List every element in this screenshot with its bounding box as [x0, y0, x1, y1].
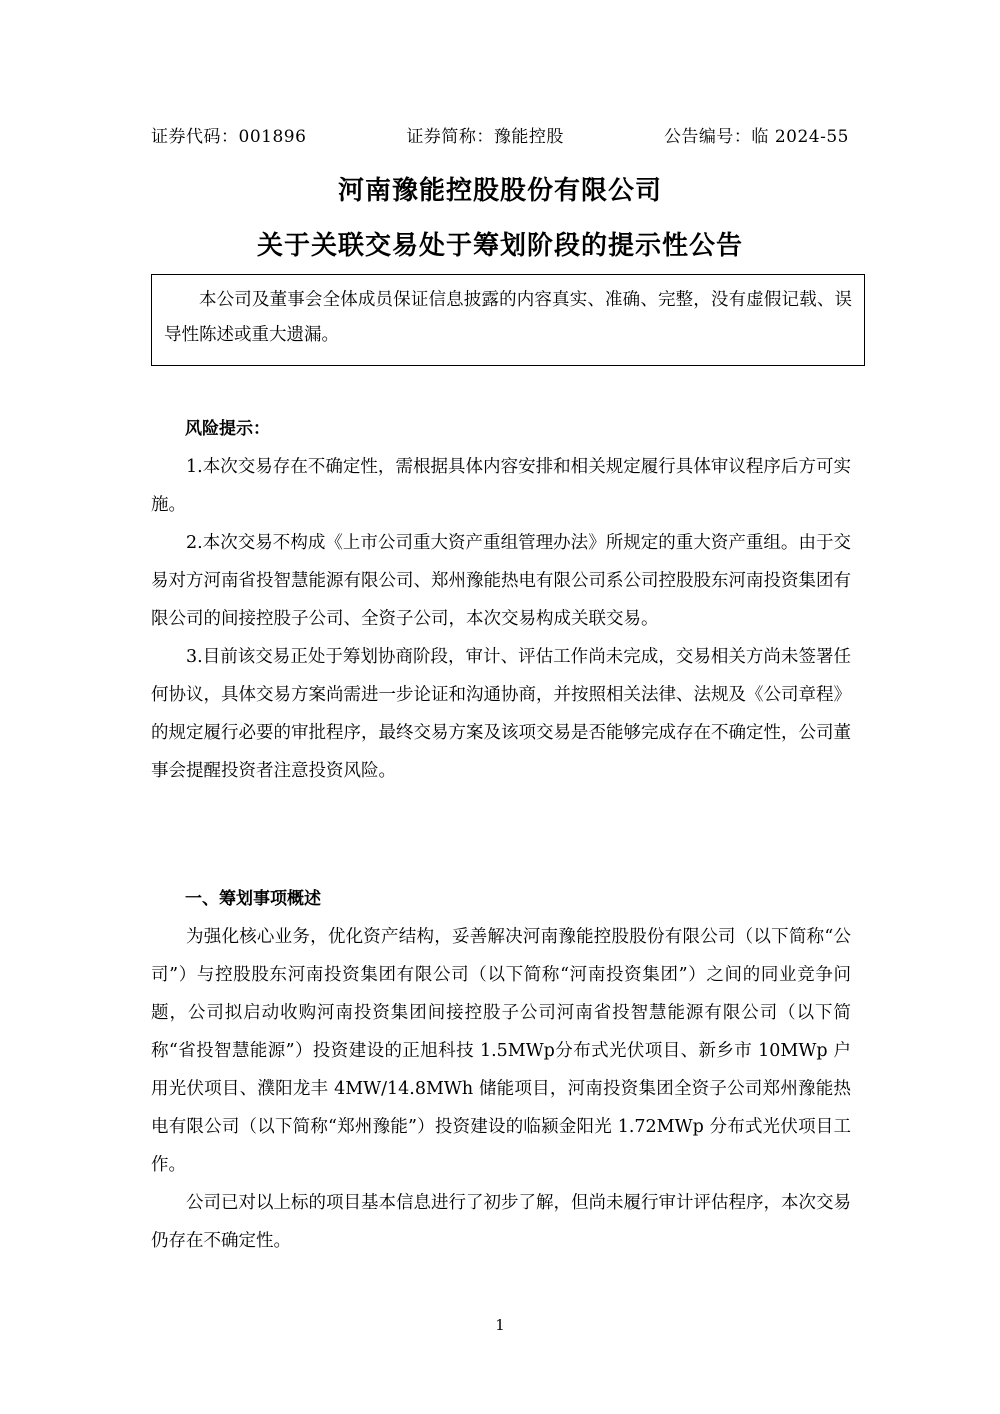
planning-overview-section: [151, 880, 851, 1260]
stock-abbreviation: 证券简称：豫能控股: [406, 127, 564, 147]
section-paragraph: 为强化核心业务，优化资产结构，妥善解决河南豫能控股股份有限公司（以下简称“公司”）与控股股东河南投资集团有限公司（以下简称“河南投资集团”）之间的同业竞争问题，公司拟启动收购河南投资集团间接控股子公司河南省投智慧能源有限公司（以下简称“省投智慧能源”）投资建设的正旭科技 1.5MWp分布式光伏项目、新乡市 10MWp 户用光伏项目、濮阳龙丰 4MW/14.8MWh 储能项目，河南投资集团全资子公司郑州豫能热电有限公司（以下简称“郑州豫能”）投资建设的临颍金阳光 1.72MWp 分布式光伏项目工作。: [151, 927, 851, 1175]
section-paragraph: 公司已对以上标的项目基本信息进行了初步了解，但尚未履行审计评估程序，本次交易仍存在不确定性。: [151, 1193, 851, 1251]
risk-section: [151, 410, 851, 790]
risk-item: 3.目前该交易正处于筹划协商阶段，审计、评估工作尚未完成，交易相关方尚未签署任何协议，具体交易方案尚需进一步论证和沟通协商，并按照相关法律、法规及《公司章程》的规定履行必要的审批程序，最终交易方案及该项交易是否能够完成存在不确定性，公司董事会提醒投资者注意投资风险。: [151, 647, 851, 781]
header-line: [151, 122, 849, 147]
company-title: 河南豫能控股股份有限公司: [337, 176, 662, 206]
stock-code: 证券代码：001896: [151, 127, 307, 147]
page-number: 1: [495, 1316, 505, 1334]
risk-item: 1.本次交易存在不确定性，需根据具体内容安排和相关规定履行具体审议程序后方可实施。: [151, 457, 851, 515]
section-heading: 一、筹划事项概述: [185, 889, 321, 909]
risk-item: 2.本次交易不构成《上市公司重大资产重组管理办法》所规定的重大资产重组。由于交易对方河南省投智慧能源有限公司、郑州豫能热电有限公司系公司控股股东河南投资集团有限公司的间接控股子公司、全资子公司，本次交易构成关联交易。: [151, 533, 851, 629]
board-notice-box: 本公司及董事会全体成员保证信息披露的内容真实、准确、完整，没有虚假记载、误导性陈述或重大遗漏。: [151, 274, 865, 366]
announcement-number: 公告编号：临 2024-55: [663, 127, 849, 147]
risk-heading: 风险提示：: [185, 419, 270, 439]
announcement-title: 关于关联交易处于筹划阶段的提示性公告: [256, 231, 743, 261]
